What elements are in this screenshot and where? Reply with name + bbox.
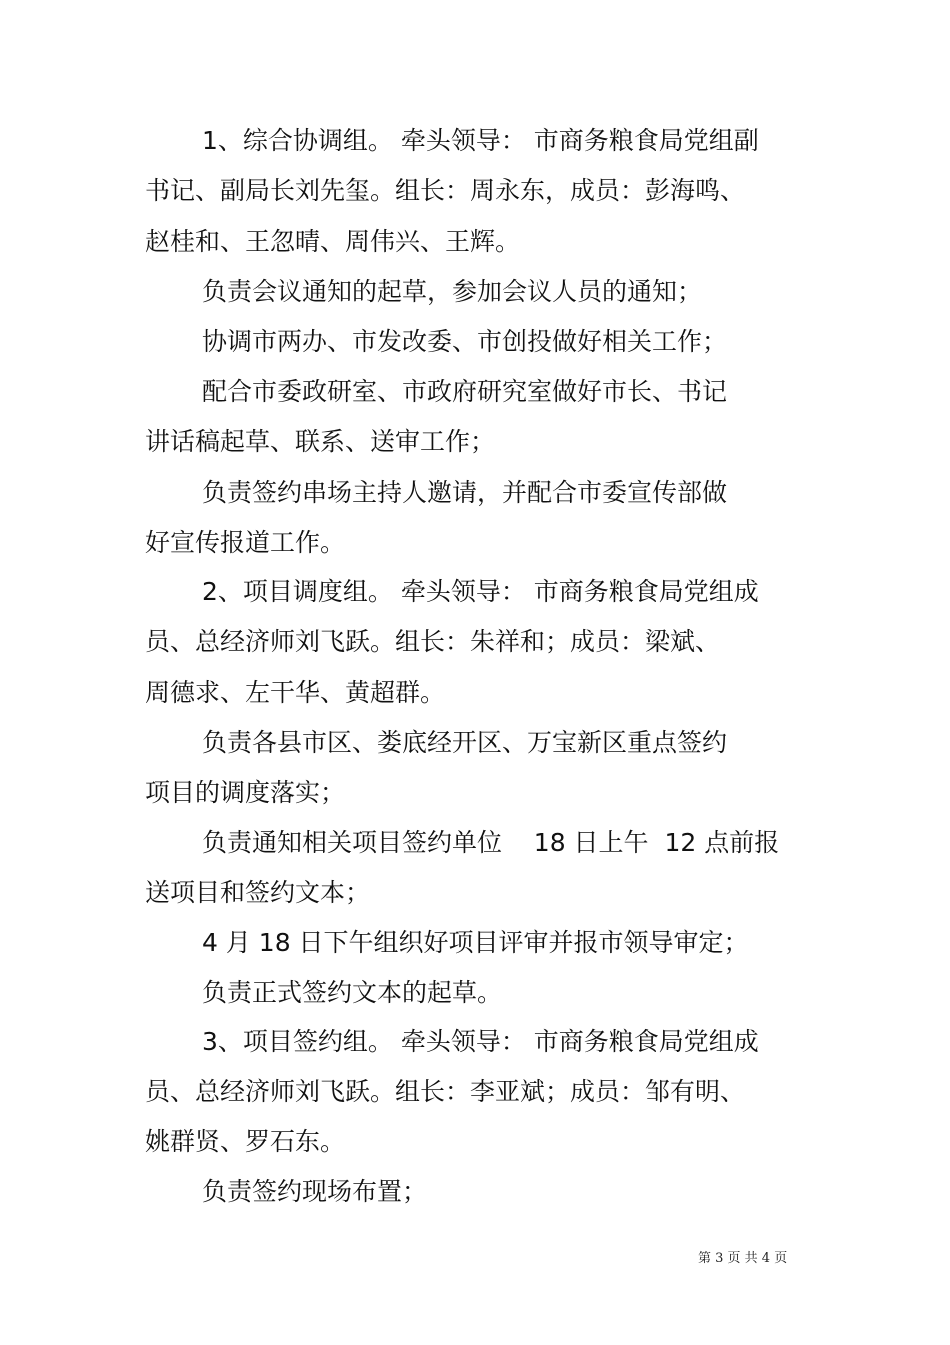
paragraph-line: 负责会议通知的起草，参加会议人员的通知； [202,277,703,306]
paragraph-line: 员、总经济师刘飞跃。组长：李亚斌；成员：邹有明、 [145,1077,746,1106]
paragraph-line: 3、项目签约组。 牵头领导： 市商务粮食局党组成 [202,1027,759,1056]
paragraph-line: 负责正式签约文本的起草。 [202,978,503,1007]
paragraph-line: 4 月 18 日下午组织好项目评审并报市领导审定； [202,928,749,957]
paragraph-line: 配合市委政研室、市政府研究室做好市长、书记 [202,377,728,406]
paragraph-line: 1、综合协调组。 牵头领导： 市商务粮食局党组副 [202,126,759,155]
paragraph-line: 赵桂和、王忽晴、周伟兴、王辉。 [145,227,521,256]
paragraph-line: 讲话稿起草、联系、送审工作； [145,427,496,456]
paragraph-line: 协调市两办、市发改委、市创投做好相关工作； [202,327,728,356]
paragraph-line: 书记、副局长刘先玺。组长：周永东，成员：彭海鸣、 [145,176,746,205]
paragraph-line: 负责各县市区、娄底经开区、万宝新区重点签约 [202,728,728,757]
paragraph-line: 负责签约串场主持人邀请，并配合市委宣传部做 [202,478,728,507]
paragraph-line: 项目的调度落实； [145,778,346,807]
paragraph-line: 姚群贤、罗石东。 [145,1127,346,1156]
paragraph-line: 好宣传报道工作。 [145,528,346,557]
paragraph-line: 周德求、左干华、黄超群。 [145,678,446,707]
paragraph-line: 送项目和签约文本； [145,878,371,907]
paragraph-line: 2、项目调度组。 牵头领导： 市商务粮食局党组成 [202,577,759,606]
paragraph-line: 员、总经济师刘飞跃。组长：朱祥和；成员：梁斌、 [145,627,721,656]
paragraph-line: 负责通知相关项目签约单位 18 日上午 12 点前报 [202,828,780,857]
page-number-footer: 第 3 页 共 4 页 [698,1251,788,1266]
paragraph-line: 负责签约现场布置； [202,1177,428,1206]
